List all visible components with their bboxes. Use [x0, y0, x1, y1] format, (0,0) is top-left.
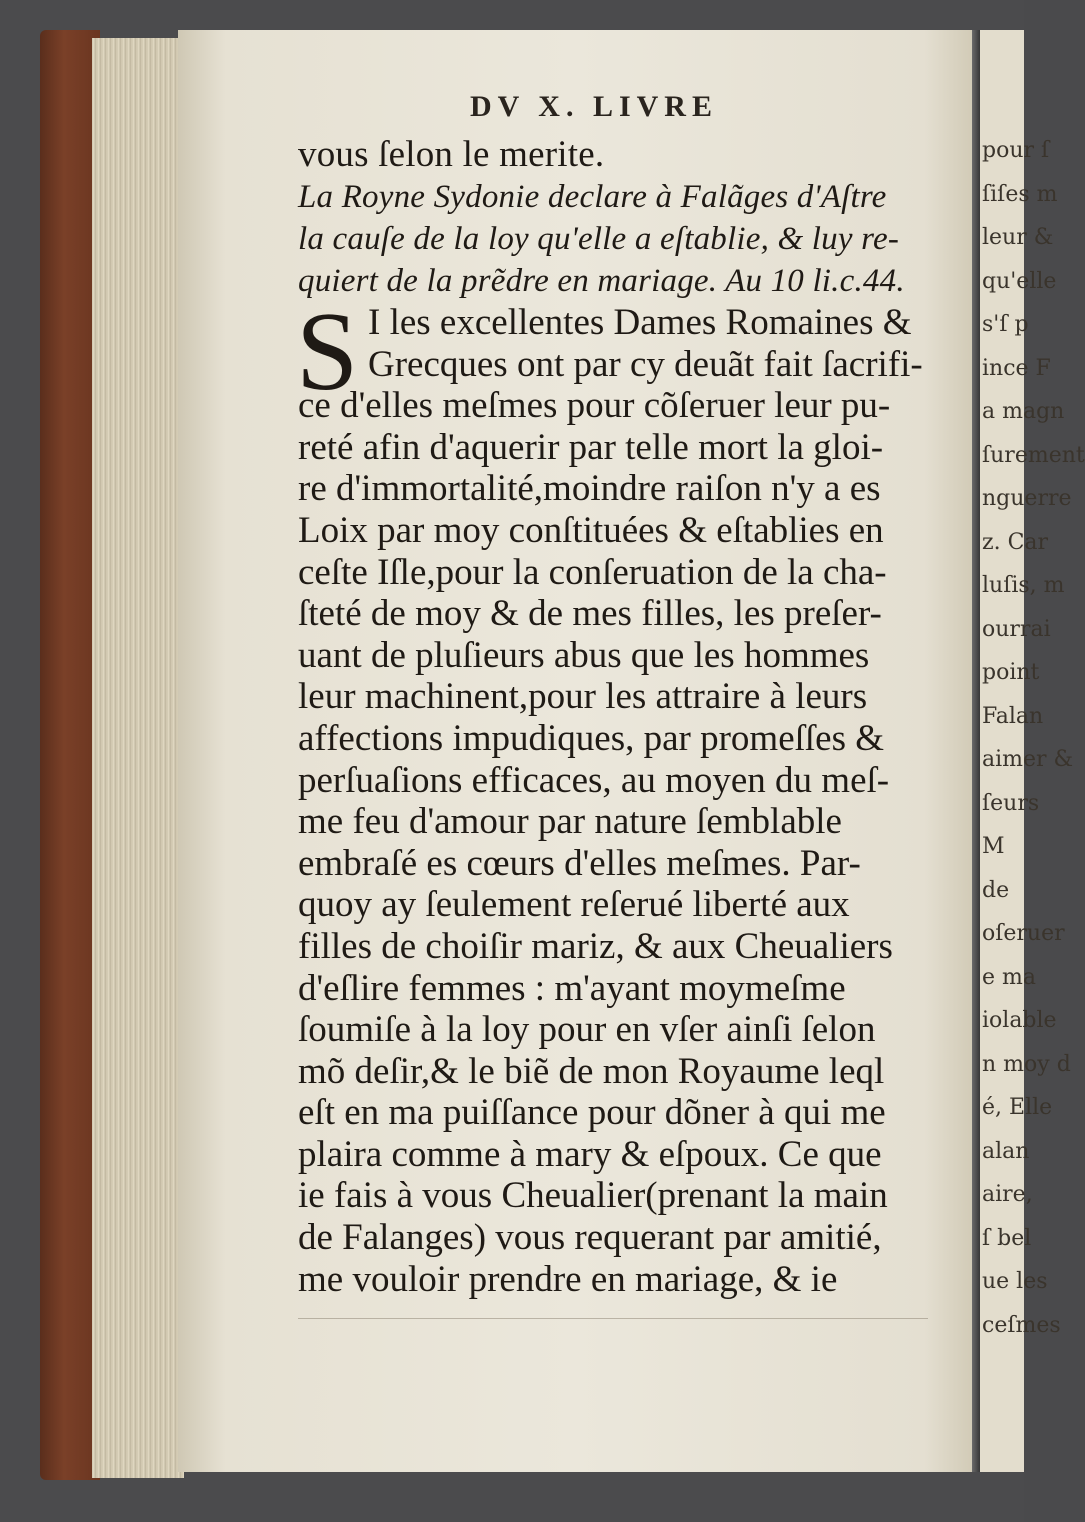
- facing-page: [980, 30, 1085, 1472]
- facing-page-fragment: ue les: [982, 1269, 1048, 1294]
- body-line: I les excellentes Dames Romaines &: [368, 302, 912, 343]
- running-head: DV X. LIVRE: [470, 90, 718, 123]
- facing-page-fragment: iolable: [982, 1008, 1057, 1033]
- body-line: plaira comme à mary & eſpoux. Ce que: [298, 1133, 882, 1175]
- facing-page-fragment: aire,: [982, 1182, 1033, 1207]
- facing-page-fragment: ſ bel: [982, 1225, 1032, 1251]
- facing-page-fragment: s'ſ p: [982, 312, 1029, 337]
- facing-page-fragment: e ma: [982, 964, 1036, 990]
- chapter-heading-line: quiert de la prẽdre en mariage. Au 10 li.c.44.: [298, 263, 905, 299]
- body-line: ce d'elles meſmes pour cõſeruer leur pu-: [298, 385, 891, 427]
- facing-page-fragment: a magn: [982, 399, 1065, 424]
- facing-page-fragment: luſis, m: [982, 573, 1065, 598]
- book-binding: [40, 30, 100, 1480]
- facing-page-fragment: M: [982, 834, 1005, 859]
- facing-page-fragment: oſeruer: [982, 921, 1065, 946]
- body-line: d'eſlire femmes : m'ayant moymeſme: [298, 967, 846, 1009]
- facing-page-fragment: n moy d: [982, 1051, 1071, 1077]
- body-line: de Falanges) vous requerant par amitié,: [298, 1217, 882, 1259]
- body-line: ceſte Iſle,pour la conſeruation de la cha-: [298, 551, 887, 593]
- facing-page-fragment: ſeurs: [982, 790, 1040, 816]
- body-line: Loix par moy conſtituées & eſtablies en: [298, 509, 884, 551]
- body-line: uant de pluſieurs abus que les hommes: [298, 634, 870, 676]
- facing-page-fragment: ceſmes: [982, 1312, 1061, 1338]
- facing-page-fragment: pour ſ: [982, 138, 1050, 163]
- facing-page-fragment: alan: [982, 1138, 1030, 1164]
- facing-page-fragment: z. Car: [982, 529, 1049, 555]
- body-line: mõ deſir,& le biẽ de mon Royaume leql: [298, 1050, 885, 1092]
- facing-page-fragment: aimer &: [982, 747, 1074, 772]
- facing-page-fragment: qu'elle: [982, 268, 1057, 294]
- body-line: me vouloir prendre en mariage, & ie: [298, 1258, 838, 1300]
- facing-page-fragment: Falan: [982, 703, 1044, 729]
- body-line: leur machinent,pour les attraire à leurs: [298, 676, 868, 718]
- body-line: filles de choiſir mariz, & aux Cheualiers: [298, 925, 893, 967]
- page-edges: [92, 38, 184, 1478]
- facing-page-fragment: ourrai: [982, 616, 1051, 642]
- drop-cap: S: [296, 290, 359, 414]
- facing-page-fragment: ſurement: [982, 442, 1085, 468]
- body-text: [298, 302, 938, 1300]
- body-line: eſt en ma puiſſance pour dõner à qui me: [298, 1092, 886, 1134]
- body-line: me feu d'amour par nature ſemblable: [298, 801, 842, 843]
- opening-line: vous ſelon le merite.: [298, 134, 605, 175]
- body-line: reté afin d'aquerir par telle mort la gloi-: [298, 426, 884, 468]
- facing-page-fragment: ince F: [982, 355, 1051, 381]
- page-text: [298, 134, 938, 1300]
- facing-page-fragment: ſiſes m: [982, 181, 1058, 207]
- body-line: embraſé es cœurs d'elles meſmes. Par-: [298, 842, 861, 884]
- body-line: ſoumiſe à la loy pour en vſer ainſi ſelon: [298, 1009, 876, 1051]
- facing-page-fragment: nguerre: [982, 486, 1072, 511]
- facing-page-fragment: leur &: [982, 225, 1054, 250]
- facing-page-fragment: de: [982, 877, 1010, 903]
- body-line: ſteté de moy & de mes filles, les preſer-: [298, 593, 882, 635]
- body-line: affections impudiques, par promeſſes &: [298, 717, 885, 759]
- chapter-heading-line: La Royne Sydonie declare à Falãges d'Aſtre: [298, 179, 887, 215]
- body-line: perſuaſions efficaces, au moyen du meſ-: [298, 759, 890, 801]
- body-line: re d'immortalité,moindre raiſon n'y a es: [298, 468, 881, 510]
- body-line: Grecques ont par cy deuãt fait ſacrifi-: [368, 343, 923, 385]
- body-line: quoy ay ſeulement reſerué liberté aux: [298, 884, 850, 926]
- chapter-heading-line: la cauſe de la loy qu'elle a eſtablie, & luy re-: [298, 221, 900, 257]
- facing-page-fragment: é, Elle: [982, 1095, 1053, 1120]
- body-line: ie fais à vous Cheualier(prenant la main: [298, 1175, 888, 1217]
- underline-rule: [298, 1318, 928, 1319]
- facing-page-fragment: point: [982, 660, 1040, 685]
